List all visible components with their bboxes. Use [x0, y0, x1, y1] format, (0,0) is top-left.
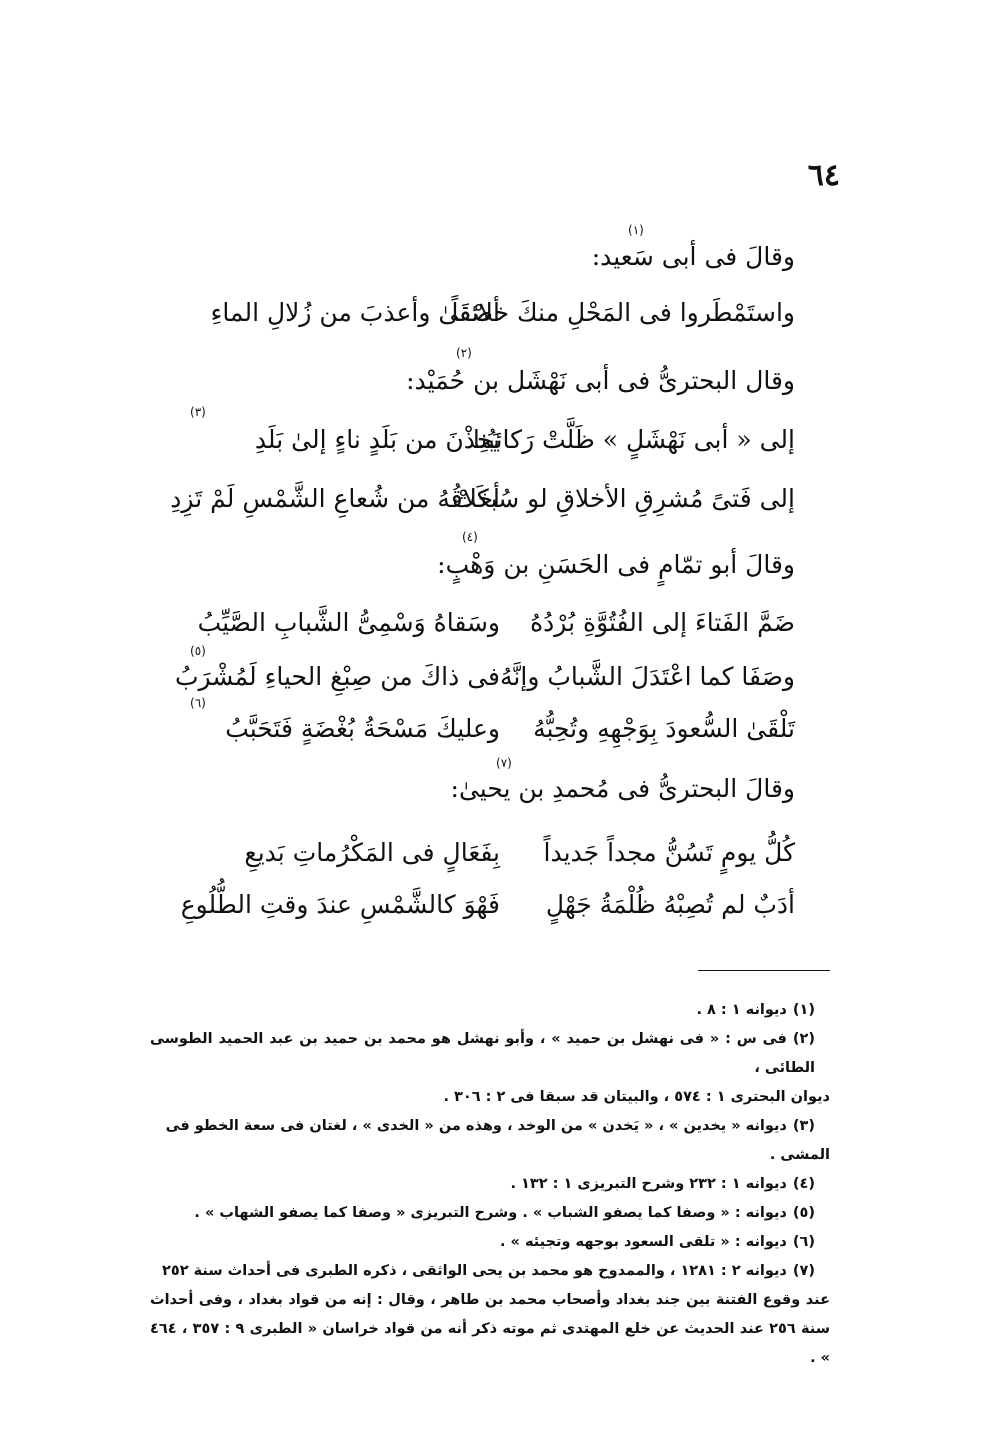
footnote-number: (٥) — [792, 1205, 815, 1221]
verse-first-hemistich: وصَفَا كما اعْتَدَلَ الشَّبابُ وإنَّهُ — [500, 662, 795, 691]
footnote-text: ديوانه : « تلقى السعود بوجهه وتجيئه » . — [500, 1234, 787, 1250]
verse-second-hemistich: فَهْوَ كالشَّمْسِ عندَ وقتِ الطُّلُوعِ — [180, 890, 500, 919]
footnote — [150, 1112, 830, 1141]
footnote-number: (١) — [792, 1002, 815, 1018]
section-heading: وقالَ البحترىُّ فى مُحمدِ بن يحيىٰ: — [450, 774, 795, 803]
verse-first-hemistich: ضَمَّ الفَتاءَ إلى الفُتُوَّةِ بُرْدُهُ — [530, 608, 795, 637]
verse-first-hemistich: إلى « أبى نَهْشَلٍ » ظَلَّتْ رَكائبُنا — [472, 425, 795, 454]
footnote-mark: (٤) — [462, 530, 478, 544]
verse-first-hemistich: واستَمْطَروا فى المَحْلِ منكَ خلائقاً — [451, 298, 795, 327]
footnote-mark: (٥) — [190, 644, 206, 658]
verse-second-hemistich: بِفَعَالٍ فى المَكْرُماتِ بَديعِ — [244, 838, 500, 867]
section-heading: وقالَ أبو تمّامٍ فى الحَسَنِ بن وَهْبٍ: — [437, 550, 795, 579]
verse-first-hemistich: أدَبٌ لم تُصِبْهُ ظُلْمَةُ جَهْلٍ — [545, 890, 795, 919]
footnote-mark: (١) — [628, 223, 644, 237]
footnote-continuation: المشى . — [769, 1147, 830, 1163]
footnote-continuation: ديوان البحترى ١ : ٥٧٤ ، والبيتان قد سبقا فى ٢ : ٣٠٦ . — [443, 1089, 830, 1105]
footnote-number: (٢) — [792, 1031, 815, 1047]
page-number: ٦٤ — [807, 158, 840, 193]
footnote-continuation: عند وقوع الفتنة بين جند بغداد وأصحاب محمد بن طاهر ، وقال : إنه من قواد بغداد ، وفى أحداث سنة ٢٥٦ عند الحديث عن خلع المهتدى ثم موته ذكر أنه من قواد خراسان « الطبرى ٩ : ٣٥٧ ، ٤٦٤ » . — [150, 1292, 830, 1366]
footnote-mark: (٦) — [190, 696, 206, 710]
footnote-text: ديوانه ٢ : ١٢٨١ ، والممدوح هو محمد بن يحى الواثقى ، ذكره الطبرى فى أحداث سنة ٢٥٢ — [162, 1263, 787, 1279]
footnote-text: ديوانه ١ : ٢٣٢ وشرح التبريزى ١ : ١٣٢ . — [510, 1176, 787, 1192]
section-heading: وقالَ فى أبى سَعيد: — [591, 242, 795, 271]
footnote-divider — [698, 970, 830, 971]
verse-first-hemistich: تَلْقَىٰ السُّعودَ بِوَجْهِهِ وتُحِبُّهُ — [533, 714, 795, 743]
verse-second-hemistich: أصْفَىٰ وأعذبَ من زُلالِ الماءِ — [210, 298, 500, 327]
verse-second-hemistich: أخلاقُهُ من شُعاعِ الشَّمْسِ لَمْ تَزِدِ — [170, 484, 500, 513]
footnote-text: فى س : « فى نهشل بن حميد » ، وأبو نهشل هو محمد بن حميد بن عبد الحميد الطوسى الطائى ، — [150, 1031, 815, 1076]
footnote — [150, 1170, 830, 1199]
footnote-mark: (٣) — [190, 405, 206, 419]
footnote — [150, 1199, 830, 1228]
footnote-mark: (٢) — [456, 346, 472, 360]
verse-first-hemistich: كُلُّ يومٍ تَسُنُّ مجداً جَديداً — [543, 838, 795, 867]
footnote — [150, 1025, 830, 1083]
footnotes — [150, 996, 830, 1373]
footnote-number: (٤) — [792, 1176, 815, 1192]
footnote-text: ديوانه ١ : ٨ . — [696, 1002, 787, 1018]
footnote-number: (٧) — [792, 1263, 815, 1279]
footnote — [150, 1257, 830, 1286]
verse-second-hemistich: وسَقاهُ وَسْمِىُّ الشَّبابِ الصَّيِّبُ — [197, 608, 500, 637]
footnote-number: (٦) — [792, 1234, 815, 1250]
footnote — [150, 1228, 830, 1257]
footnote-text: ديوانه : « وصفا كما يصفو الشباب » . وشرح التبريزى « وصفا كما يصفو الشهاب » . — [194, 1205, 787, 1221]
verse-second-hemistich: فى ذاكَ من صِبْغِ الحياءِ لَمُشْرَبُ — [174, 662, 500, 691]
section-heading: وقال البحترىُّ فى أبى نَهْشَل بن حُمَيْد: — [406, 366, 795, 395]
verse-first-hemistich: إلى فَتىً مُشرِقِ الأخلاقِ لو سُبكَتْ — [452, 484, 795, 513]
footnote-mark: (٧) — [496, 756, 512, 770]
verse-second-hemistich: يَخِذْنَ من بَلَدٍ ناءٍ إلىٰ بَلَدِ — [254, 425, 500, 454]
footnote-number: (٣) — [792, 1118, 815, 1134]
footnote-text: ديوانه « يخدين » ، « يَخدن » من الوخد ، وهذه من « الخدى » ، لغتان فى سعة الخطو فى — [165, 1118, 787, 1134]
footnote — [150, 996, 830, 1025]
verse-second-hemistich: وعليكَ مَسْحَةُ بُغْضَةٍ فَتَحَبَّبُ — [225, 714, 500, 743]
